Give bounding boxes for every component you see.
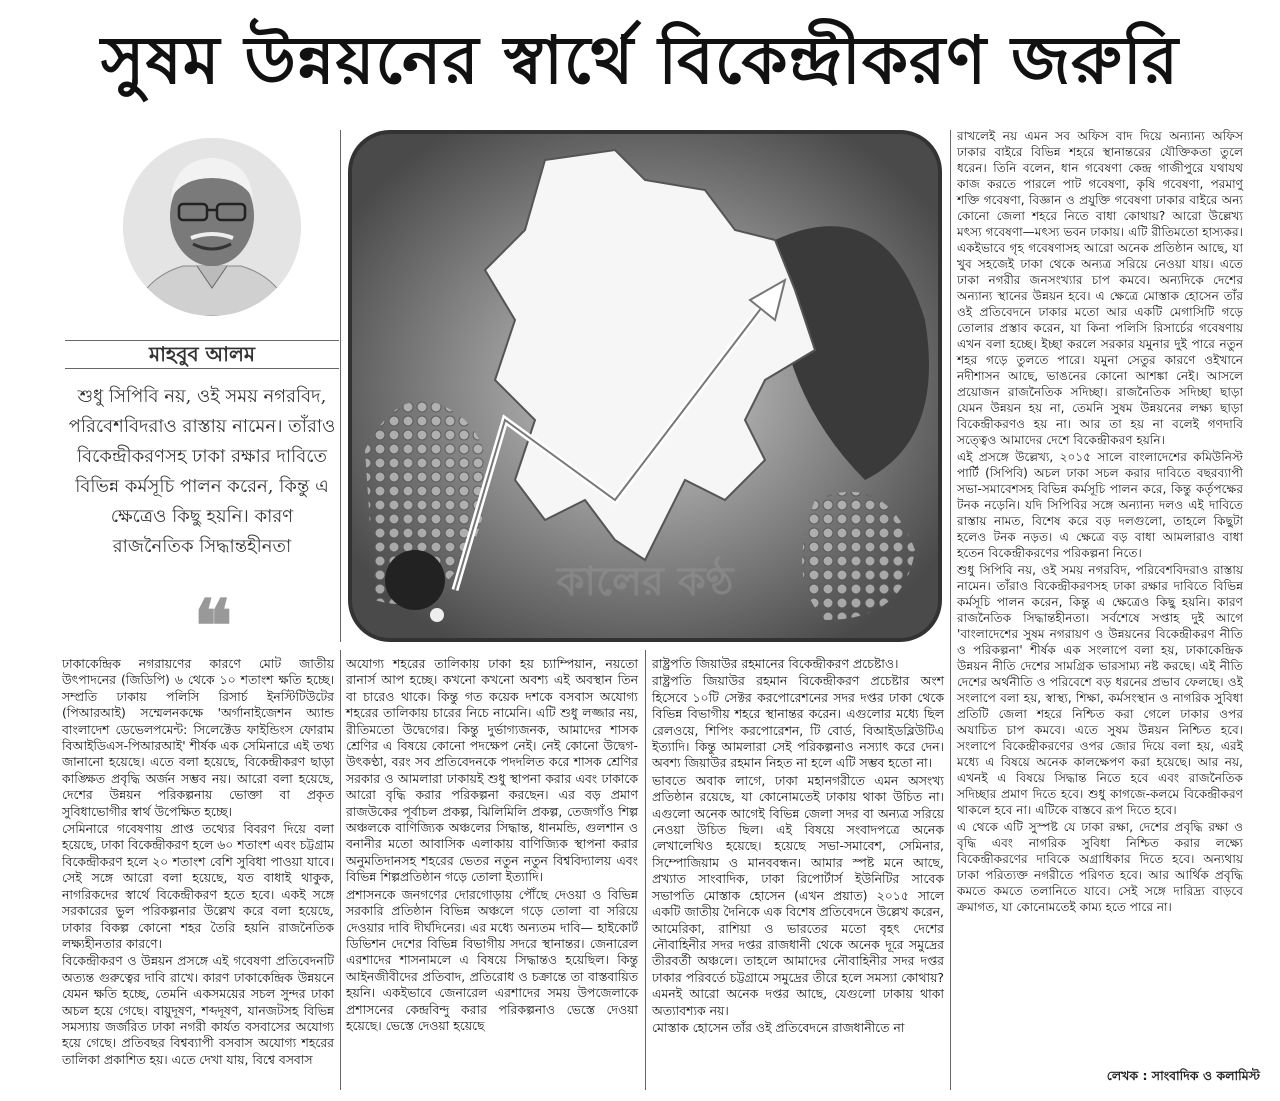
paragraph: ঢাকাকেন্দ্রিক নগরায়ণের কারণে মোট জাতীয় উৎপাদনের (জিডিপি) ৬ থেকে ১০ শতাংশ ক্ষতি হচ্ছে। সম্প্রতি ঢাকায় পলিসি রিসার্চ ইনস্টিটিউটের (পিআরআই) সম্মেলনকক্ষে 'অর্গানাইজেশন অ্যান্ড বাংলাদেশ ডেভেলপমেন্ট: সিলেক্টেড ফাইন্ডিংস ফোরাম বিআইডিএস-পিআরআই' শীর্ষক এক সেমিনারে এই তথ্য জানানো হয়েছে। এতে বলা হয়েছে, বিকেন্দ্রীকরণ ছাড়া কাঙ্ক্ষিত প্রবৃদ্ধি অর্জন সম্ভব নয়। আরো বলা হয়েছে, দেশের উন্নয়ন পরিকল্পনায় ভোক্তা বা প্রকৃত সুবিধাভোগীর স্বার্থ উপেক্ষিত হচ্ছে।	[62, 656, 334, 819]
paragraph: শুধু সিপিবি নয়, ওই সময় নগরবিদ, পরিবেশবিদরাও রাস্তায় নামেন। তাঁরাও বিকেন্দ্রীকরণসহ ঢাকা রক্ষার দাবিতে বিভিন্ন কর্মসূচি পালন করেন, কিন্তু এ ক্ষেত্রেও কিছু হয়নি। কারণ রাজনৈতিক সিদ্ধান্তহীনতা। সর্বশেষে সপ্তাহ দুই আগে 'বাংলাদেশের সুষম নগরায়ণ ও উন্নয়নের বিকেন্দ্রীকরণ নীতি ও পরিকল্পনা' শীর্ষক এক সংলাপে বলা হয়, ঢাকাকেন্দ্রিক উন্নয়ন নীতি দেশের সামগ্রিক ভারসাম্য নষ্ট করছে। এই নীতি দেশের অর্থনীতি ও পরিবেশে বড় ধরনের প্রভাব ফেলছে। ওই সংলাপে বলা হয়, স্বাস্থ্য, শিক্ষা, কর্মসংস্থান ও নাগরিক সুবিধা প্রতিটি জেলা শহরে নিশ্চিত করা গেলে ঢাকার ওপর অযাচিত চাপ কমবে। এতে সুষম উন্নয়ন নিশ্চিত হবে। সংলাপে বিকেন্দ্রীকরণের ওপর জোর দিয়ে বলা হয়, এরই মধ্যে এ বিষয়ে অনেক কালক্ষেপণ করা হয়েছে। আর নয়, এখনই এ বিষয়ে সিদ্ধান্ত নিতে হবে এবং রাজনৈতিক সদিচ্ছার প্রমাণ দিতে হবে। শুধু কাগজে-কলমে বিকেন্দ্রীকরণ থাকলে হবে না। এটিকে বাস্তবে রূপ দিতে হবে।	[957, 563, 1243, 817]
paragraph: মোস্তাক হোসেন তাঁর ওই প্রতিবেদনে রাজধানীতে না	[652, 1019, 905, 1035]
headline: সুষম উন্নয়নের স্বার্থে বিকেন্দ্রীকরণ জরুরি	[100, 21, 1180, 99]
column-rule	[340, 130, 341, 642]
quote-mark-icon: ❝	[193, 583, 227, 668]
illustration-bangladesh-map	[345, 120, 945, 642]
column-rule	[950, 130, 951, 1090]
author-name: মাহবুব আলম	[149, 342, 255, 366]
paragraph: সেমিনারে গবেষণায় প্রাপ্ত তথ্যের বিবরণ দিয়ে বলা হয়েছে, ঢাকা বিকেন্দ্রীকরণ হলে ৬০ শতাংশ এবং চট্টগ্রাম বিকেন্দ্রীকরণ হলে ২০ শতাংশ বেশি সুবিধা পাওয়া যাবে। সেই সঙ্গে আরো বলা হয়েছে, যত বাধাই থাকুক, নাগরিকদের স্বার্থে বিকেন্দ্রীকরণ হতে হবে। একই সঙ্গে সরকারের ভুল পরিকল্পনার উল্লেখ করে বলা হয়েছে, ঢাকার বিকল্প কোনো শহর তৈরি হয়নি রাজনৈতিক লক্ষ্যহীনতার কারণে।	[62, 821, 334, 951]
pull-quote: শুধু সিপিবি নয়, ওই সময় নগরবিদ, পরিবেশবিদরাও রাস্তায় নামেন। তাঁরাও বিকেন্দ্রীকরণসহ ঢাকা রক্ষার দাবিতে বিভিন্ন কর্মসূচি পালন করেন, কিন্তু এ ক্ষেত্রেও কিছু হয়নি। কারণ রাজনৈতিক সিদ্ধান্তহীনতা	[68, 386, 336, 557]
article-column-2	[346, 656, 638, 1035]
watermark: কালের কণ্ঠ	[556, 559, 734, 605]
paragraph: এই প্রসঙ্গে উল্লেখ্য, ২০১৫ সালে বাংলাদেশের কমিউনিস্ট পার্টি (সিপিবি) অচল ঢাকা সচল করার দাবিতে বছরব্যাপী সভা-সমাবেশসহ বিভিন্ন কর্মসূচি পালন করে, কিন্তু কর্তৃপক্ষের টনক নড়েনি। যদি সিপিবির সঙ্গে অন্যান্য দলও এই দাবিতে রাস্তায় নামত, বিশেষ করে বড় দলগুলো, তাহলে কিছুটা হলেও টনক নড়ত। এ ক্ষেত্রে বড় বাধা আমলারাও বাধা হতেন বিকেন্দ্রীকরণের পরিকল্পনা নিতে।	[957, 450, 1243, 560]
article-column-3	[652, 656, 944, 1037]
paragraph: রাষ্ট্রপতি জিয়াউর রহমান বিকেন্দ্রীকরণ প্রচেষ্টার অংশ হিসেবে ১০টি সেক্টর করপোরেশনের সদর দপ্তর ঢাকা থেকে বিভিন্ন বিভাগীয় শহরে স্থানান্তর করেন। এগুলোর মধ্যে ছিল রেলওয়ে, শিপিং করপোরেশন, টি বোর্ড, বিআইডব্লিউটিএ ইত্যাদি। কিন্তু আমলারা সেই পরিকল্পনাও নস্যাৎ করে দেন। অবশ্য জিয়াউর রহমান নিহত না হলে এটি সম্ভব হতো না।	[652, 673, 944, 771]
article-column-1	[62, 656, 334, 1069]
paragraph: বিকেন্দ্রীকরণ ও উন্নয়ন প্রসঙ্গে এই গবেষণা প্রতিবেদনটি অত্যন্ত গুরুত্বের দাবি রাখে। কারণ ঢাকাকেন্দ্রিক উন্নয়নে যেমন ক্ষতি হচ্ছে, তেমনি একসময়ের সচল সুন্দর ঢাকা অচল হয়ে গেছে। বায়ুদূষণ, শব্দদূষণ, যানজটসহ বিভিন্ন সমস্যায় জর্জরিত ঢাকা নগরী কার্যত বসবাসের অযোগ্য হয়ে গেছে। প্রতিবছর বিশ্বব্যাপী বসবাস অযোগ্য শহরের তালিকা প্রকাশিত হয়। এতে দেখা যায়, বিশ্বে বসবাস	[62, 953, 334, 1067]
column-rule	[340, 650, 341, 1090]
paragraph: অযোগ্য শহরের তালিকায় ঢাকা হয় চ্যাম্পিয়ান, নয়তো রানার্স আপ হচ্ছে। কখনো কখনো অবশ্য এই অবস্থান তিন বা চারেও থাকে। কিন্তু গত কয়েক দশকে বসবাস অযোগ্য শহরের তালিকায় চারের নিচে নামেনি। এটি শুধু লজ্জার নয়, রীতিমতো উদ্বেগের। কিন্তু দুর্ভাগ্যজনক, আমাদের শাসক শ্রেণির এ বিষয়ে কোনো পদক্ষেপ নেই। নেই কোনো উদ্বেগ-উৎকণ্ঠা, বরং সব প্রতিবেদনকে পদদলিত করে শাসক শ্রেণির সরকার ও আমলারা ঢাকায়ই শুধু স্থাপনা করার এবং ঢাকাকে আরো বৃদ্ধি করার পরিকল্পনা করছেন। এর বড় প্রমাণ রাজউকের পূর্বাচল প্রকল্প, ঝিলিমিলি প্রকল্প, তেজগাঁও শিল্প অঞ্চলকে বাণিজ্যিক অঞ্চলের সিদ্ধান্ত, ধানমন্ডি, গুলশান ও বনানীর মতো আবাসিক এলাকায় বাণিজ্যিক স্থাপনা করার অনুমতিদানসহ শহরের ভেতর নতুন নতুন বিশ্ববিদ্যালয় এবং বিভিন্ন শিল্পপ্রতিষ্ঠান গড়ে তোলা ইত্যাদি।	[346, 656, 638, 885]
paragraph: ভাবতে অবাক লাগে, ঢাকা মহানগরীতে এমন অসংখ্য প্রতিষ্ঠান রয়েছে, যা কোনোমতেই ঢাকায় থাকা উচিত না। এগুলো অনেক আগেই বিভিন্ন জেলা সদর বা অন্যত্র সরিয়ে নেওয়া উচিত ছিল। এই বিষয়ে সংবাদপত্রে অনেক লেখালেখিও হয়েছে। হয়েছে সভা-সমাবেশ, সেমিনার, সিম্পোজিয়াম ও মানববন্ধন। আমার স্পষ্ট মনে আছে, প্রখ্যাত সাংবাদিক, ঢাকা রিপোর্টার্স ইউনিটির সাবেক সভাপতি মোস্তাক হোসেন (এখন প্রয়াত) ২০১৫ সালে একটি জাতীয় দৈনিকে এক বিশেষ প্রতিবেদনে উল্লেখ করেন, আমেরিকা, রাশিয়া ও ভারতের মতো বৃহৎ দেশের নৌবাহিনীর সদর দপ্তর রাজধানী থেকে অনেক দূরে সমুদ্রের তীরবর্তী অঞ্চলে। তাহলে আমাদের নৌবাহিনীর সদর দপ্তর ঢাকার পরিবর্তে চট্টগ্রামে সমুদ্রের তীরে হলে সমস্যা কোথায়? এমনই আরো অনেক দপ্তর আছে, যেগুলো ঢাকায় থাকা অত্যাবশ্যক নয়।	[652, 772, 944, 1018]
column-rule	[645, 650, 646, 1090]
author-portrait	[123, 138, 301, 316]
paragraph: প্রশাসনকে জনগণের দোরগোড়ায় পৌঁছে দেওয়া ও বিভিন্ন সরকারি প্রতিষ্ঠান বিভিন্ন অঞ্চলে গড়ে তোলা বা সরিয়ে দেওয়ার দাবি দীর্ঘদিনের। এর মধ্যে অন্যতম দাবি— হাইকোর্ট ডিভিশন দেশের বিভিন্ন বিভাগীয় সদরে স্থানান্তর। জেনারেল এরশাদের শাসনামলে এ বিষয়ে সিদ্ধান্তও হয়েছিল। কিন্তু আইনজীবীদের প্রতিবাদ, প্রতিরোধ ও চক্রান্তে তা বাস্তবায়িত হয়নি। একইভাবে জেনারেল এরশাদের সময় উপজেলাকে প্রশাসনের কেন্দ্রবিন্দু করার পরিকল্পনাও ভেস্তে দেওয়া হয়েছে। ভেস্তে দেওয়া হয়েছে	[346, 886, 638, 1033]
byline: লেখক : সাংবাদিক ও কলামিস্ট	[1106, 1068, 1260, 1083]
paragraph: রাখলেই নয় এমন সব অফিস বাদ দিয়ে অন্যান্য অফিস ঢাকার বাইরে বিভিন্ন শহরে স্থানান্তরের যৌক্তিকতা তুলে ধরেন। তিনি বলেন, ধান গবেষণা কেন্দ্র গাজীপুরে যথাযথ কাজ করতে পারলে পাট গবেষণা, কৃষি গবেষণা, পরমাণু শক্তি গবেষণা, বিজ্ঞান ও প্রযুক্তি গবেষণা ঢাকার বাইরে অন্য কোনো জেলা শহরে নিতে বাধা কোথায়? আরো উল্লেখ্য মৎস্য গবেষণা—মৎস্য ভবন ঢাকায়। এটি রীতিমতো হাস্যকর। একইভাবে গৃহ গবেষণাসহ আরো অনেক প্রতিষ্ঠান আছে, যা খুব সহজেই ঢাকা থেকে অন্যত্র সরিয়ে নেওয়া যায়। এতে ঢাকা নগরীর জনসংখ্যার চাপ কমবে। অন্যদিকে দেশের অন্যান্য স্থানের উন্নয়ন হবে। এ ক্ষেত্রে মোস্তাক হোসেন তাঁর ওই প্রতিবেদনে ঢাকার মতো আর একটি মেগাসিটি গড়ে তোলার প্রস্তাব করেন, যা কিনা পলিসি রিসার্চের গবেষণায় এখন বলা হচ্ছে। ইচ্ছা করলে সরকার যমুনার দুই পারে নতুন শহর গড়ে তুলতে পারে। যমুনা সেতুর কারণে ওইখানে নদীশাসন আছে, ভাঙনের কোনো আশঙ্কা নেই। আসলে প্রয়োজন রাজনৈতিক সদিচ্ছা। রাজনৈতিক সদিচ্ছা ছাড়া যেমন উন্নয়ন হয় না, তেমনি সুষম উন্নয়নের লক্ষ্য ছাড়া বিকেন্দ্রীকরণও হয় না। আর তা হয় না বলেই গণদাবি সত্ত্বেও আমাদের দেশে বিকেন্দ্রীকরণ হয়নি।	[957, 129, 1243, 447]
paragraph: এ থেকে এটি সুস্পষ্ট যে ঢাকা রক্ষা, দেশের প্রবৃদ্ধি রক্ষা ও বৃদ্ধি এবং নাগরিক সুবিধা নিশ্চিত করার লক্ষ্যে বিকেন্দ্রীকরণের দাবিকে অগ্রাধিকার দিতে হবে। অন্যথায় ঢাকা পরিত্যক্ত নগরীতে পরিণত হবে। আর আর্থিক প্রবৃদ্ধি কমতে কমতে তলানিতে যাবে। সেই সঙ্গে দারিদ্র্য বাড়বে ক্রমাগত, যা কোনোমতেই কাম্য হতে পারে না।	[957, 820, 1243, 914]
article-column-4	[957, 128, 1243, 916]
paragraph: রাষ্ট্রপতি জিয়াউর রহমানের বিকেন্দ্রীকরণ প্রচেষ্টাও।	[652, 656, 899, 671]
